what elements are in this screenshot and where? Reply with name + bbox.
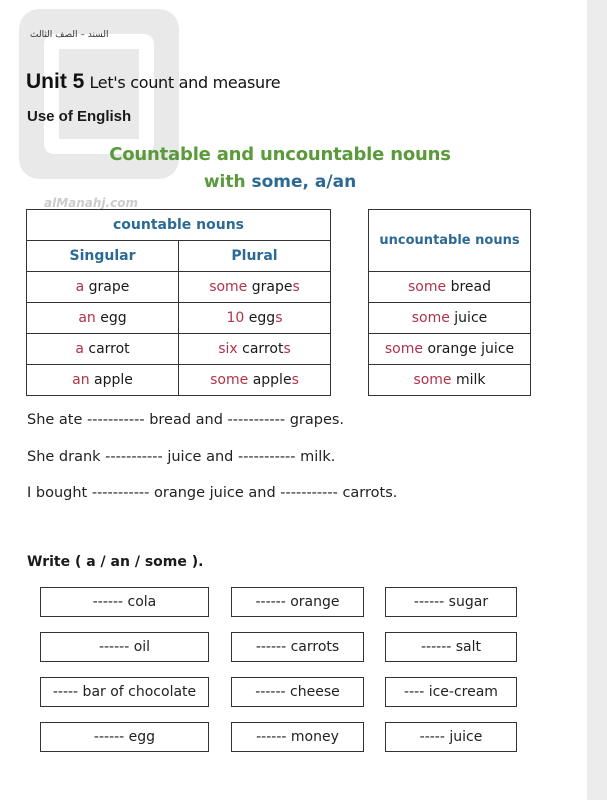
unit-number: Unit 5 [26,70,85,93]
exercise-box: ------ salt [385,632,517,662]
noun: juice [454,310,488,326]
table-row [369,303,531,334]
noun: apple [252,372,292,388]
sentence-3: I bought ----------- orange juice and ----------- carrots. [27,485,398,501]
heading-determiners: some, a/an [251,172,357,192]
noun: egg [248,310,276,326]
determiner: a [75,341,84,357]
noun: apple [94,372,133,388]
heading-with: with [203,172,246,192]
determiner: some [384,341,423,357]
table-row [27,334,331,365]
noun: milk [456,372,486,388]
countable-nouns-table [26,209,331,396]
noun: carrot [242,341,284,357]
determiner: six [218,341,238,357]
determiner: some [411,310,450,326]
exercise-box: ------ orange [231,587,364,617]
exercise-box: ----- juice [385,722,517,752]
determiner: 10 [226,310,245,326]
noun: bread [450,279,491,295]
countable-header: countable nouns [27,210,331,241]
plural-column-header: Plural [179,241,331,272]
unit-title [26,70,280,94]
plural-cell [179,334,331,365]
singular-cell [27,303,179,334]
plural-suffix: s [292,279,300,295]
singular-column-header: Singular [27,241,179,272]
determiner: some [408,279,447,295]
exercise-box: ----- bar of chocolate [40,677,209,707]
exercise-box: ------ oil [40,632,209,662]
exercise-title: Write ( a / an / some ). [27,554,204,570]
watermark-text: alManahj.com [44,196,138,210]
uncountable-cell [369,365,531,396]
plural-suffix: s [283,341,291,357]
uncountable-cell [369,272,531,303]
uncountable-header: uncountable nouns [369,210,531,272]
section-title: Use of English [27,108,132,125]
table-row [27,272,331,303]
table-row [369,334,531,365]
exercise-box: ------ money [231,722,364,752]
singular-cell [27,272,179,303]
sentence-2: She drank ----------- juice and ----------- milk. [27,449,336,465]
determiner: some [210,372,249,388]
plural-cell [179,272,331,303]
table-row [27,303,331,334]
exercise-box: ------ cola [40,587,209,617]
exercise-box: ------ sugar [385,587,517,617]
determiner: an [78,310,96,326]
plural-suffix: s [275,310,283,326]
exercise-box: ---- ice-cream [385,677,517,707]
determiner: some [209,279,248,295]
table-row [369,365,531,396]
unit-subtitle: Let's count and measure [89,73,281,92]
determiner: some [413,372,452,388]
uncountable-cell [369,334,531,365]
exercise-box: ------ egg [40,722,209,752]
singular-cell [27,334,179,365]
exercise-box: ------ carrots [231,632,364,662]
page-edge-strip [587,0,607,800]
plural-cell [179,365,331,396]
uncountable-nouns-table [368,209,531,396]
table-row [27,365,331,396]
sentence-1: She ate ----------- bread and ----------- grapes. [27,412,345,428]
exercise-box: ------ cheese [231,677,364,707]
plural-suffix: s [291,372,299,388]
noun: orange juice [427,341,515,357]
noun: carrot [88,341,130,357]
heading-line1: Countable and uncountable nouns [109,144,451,165]
determiner: an [72,372,90,388]
plural-cell [179,303,331,334]
header-arabic: السند – الصف الثالث [30,30,109,40]
uncountable-cell [369,303,531,334]
noun: egg [100,310,127,326]
determiner: a [75,279,85,295]
noun: grape [88,279,130,295]
singular-cell [27,365,179,396]
table-row [369,272,531,303]
noun: grape [251,279,293,295]
heading-line2 [0,172,560,192]
